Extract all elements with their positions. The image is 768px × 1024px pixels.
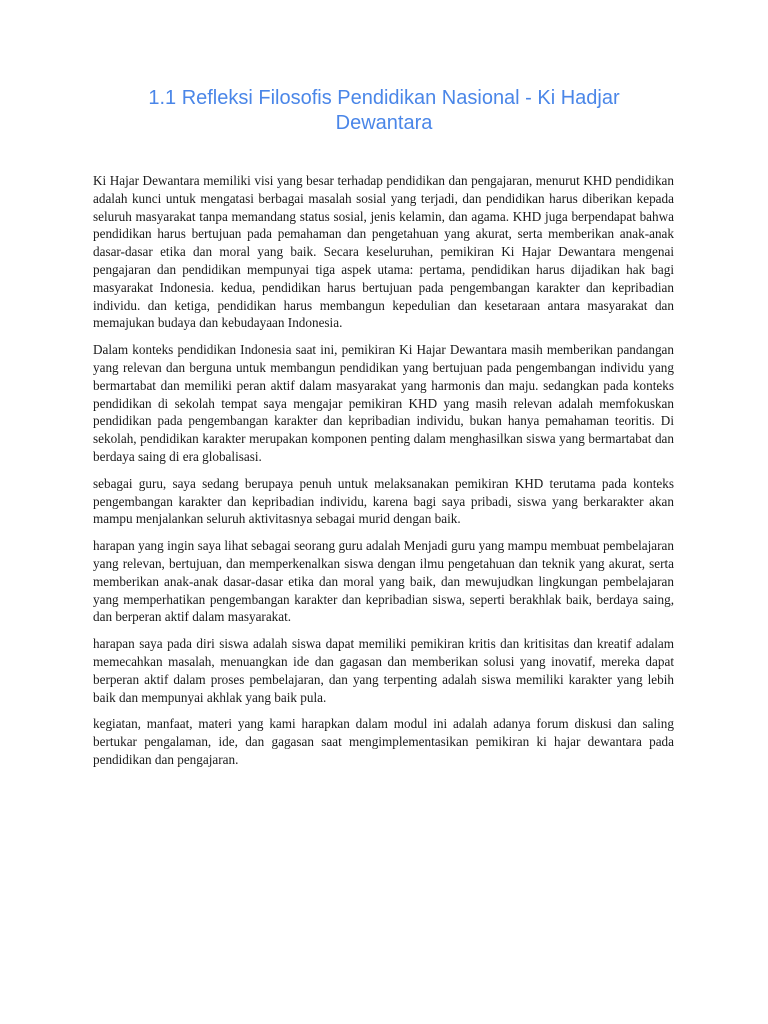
document-title: 1.1 Refleksi Filosofis Pendidikan Nasional - Ki Hadjar Dewantara [148, 87, 620, 134]
document-body [93, 172, 674, 778]
paragraph: harapan yang ingin saya lihat sebagai seorang guru adalah Menjadi guru yang mampu membuat pembelajaran yang relevan, bertujuan, dan memperkenalkan siswa dengan ilmu pengetahuan dan teknik yang akurat, serta memberikan anak-anak dasar-dasar etika dan moral yang baik, dan mewujudkan lingkungan pembelajaran yang memperhatikan pengembangan karakter dan kepribadian siswa, seperti berakhlak baik, berdaya saing, dan berperan aktif dalam masyarakat. [93, 538, 674, 625]
paragraph: kegiatan, manfaat, materi yang kami harapkan dalam modul ini adalah adanya forum diskusi dan saling bertukar pengalaman, ide, dan gagasan saat mengimplementasikan pemikiran ki hajar dewantara pada pendidikan dan pengajaran. [93, 716, 674, 767]
paragraph: harapan saya pada diri siswa adalah siswa dapat memiliki pemikiran kritis dan kritisitas dan kreatif adalam memecahkan masalah, menuangkan ide dan gagasan dan memberikan solusi yang inovatif, mereka dapat berperan aktif dalam proses pembelajaran, dan yang terpenting adalah siswa memiliki karakter yang lebih baik dan mempunyai akhlak yang baik pula. [93, 636, 674, 705]
paragraph: Dalam konteks pendidikan Indonesia saat ini, pemikiran Ki Hajar Dewantara masih memberikan pandangan yang relevan dan berguna untuk membangun pendidikan yang bertujuan pada pengembangan individu yang bermartabat dan memiliki peran aktif dalam masyarakat yang harmonis dan maju. sedangkan pada konteks pendidikan di sekolah tempat saya mengajar pemikiran KHD yang masih relevan adalah memfokuskan pendidikan pada pengembangan karakter dan kepribadian individu, bukan hanya pemahaman teoritis. Di sekolah, pendidikan karakter merupakan komponen penting dalam menghasilkan siswa yang bermartabat dan berdaya saing di era globalisasi. [93, 342, 674, 464]
paragraph: Ki Hajar Dewantara memiliki visi yang besar terhadap pendidikan dan pengajaran, menurut KHD pendidikan adalah kunci untuk mengatasi berbagai masalah sosial yang terjadi, dan pendidikan harus diberikan kepada seluruh masyarakat tanpa memandang status sosial, jenis kelamin, dan agama. KHD juga berpendapat bahwa pendidikan harus bertujuan pada pemahaman dan pengetahuan yang akurat, serta memberikan anak-anak dasar-dasar etika dan moral yang baik. Secara keseluruhan, pemikiran Ki Hajar Dewantara mengenai pengajaran dan pendidikan mempunyai tiga aspek utama: pertama, pendidikan harus dijadikan hak bagi masyarakat Indonesia. kedua, pendidikan harus bertujuan pada pengembangan karakter dan kepribadian individu. dan ketiga, pendidikan harus membangun kepedulian dan kesetaraan antara masyarakat dan memajukan budaya dan kebudayaan Indonesia. [93, 173, 674, 331]
paragraph: sebagai guru, saya sedang berupaya penuh untuk melaksanakan pemikiran KHD terutama pada konteks pengembangan karakter dan kepribadian individu, karena bagi saya pribadi, siswa yang berkarakter akan mampu menjalankan seluruh aktivitasnya sebagai murid dengan baik. [93, 475, 674, 527]
